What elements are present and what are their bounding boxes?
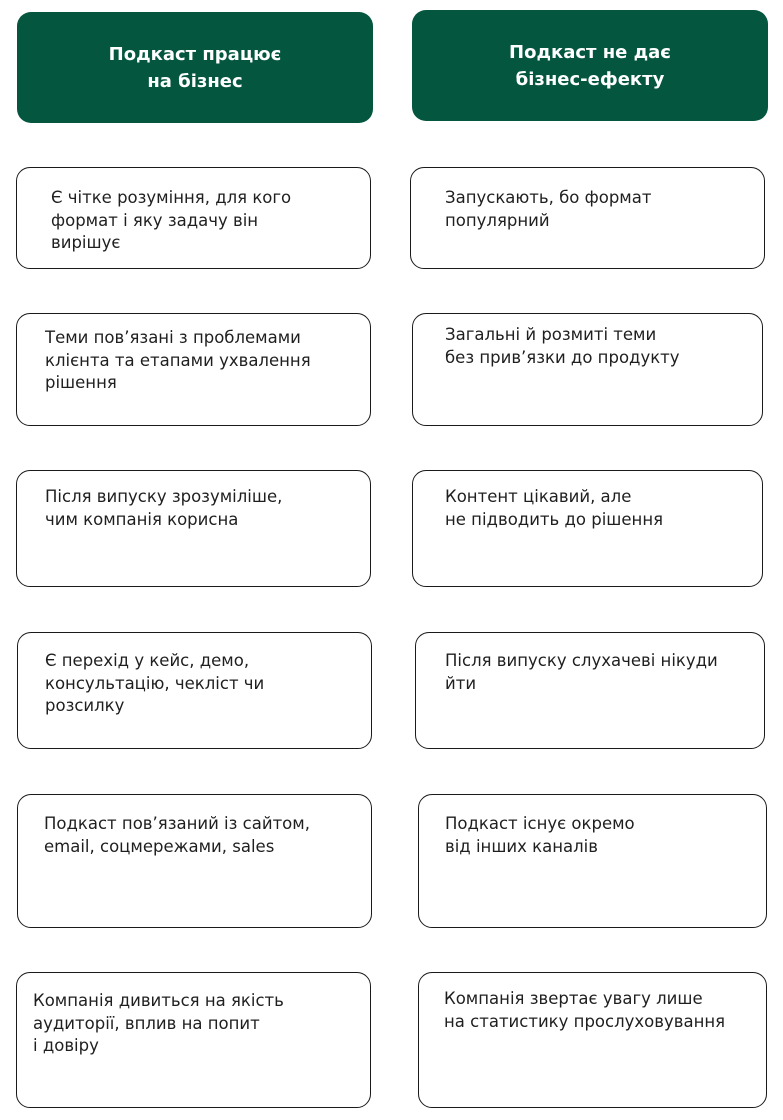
right-card-4 [415, 632, 765, 749]
left-card-1-text: Є чітке розуміння, для кого формат і яку задачу він вирішує [51, 188, 292, 252]
right-card-6-text: Компанія звертає увагу лише на статистику прослуховування [444, 989, 726, 1031]
right-card-2 [412, 313, 763, 426]
left-card-5 [17, 794, 372, 928]
left-card-6 [16, 972, 371, 1108]
left-card-4-text: Є перехід у кейс, демо, консультацію, чекліст чи розсилку [45, 651, 265, 715]
left-card-3 [16, 470, 371, 587]
header-no-effect-title: Подкаст не дає бізнес-ефекту [509, 41, 671, 90]
right-card-6 [418, 972, 767, 1108]
right-card-2-text: Загальні й розмиті теми без прив’язки до продукту [445, 325, 680, 367]
left-card-5-text: Подкаст пов’язаний із сайтом, email, соцмережами, sales [44, 814, 310, 856]
left-card-2-text: Теми пов’язані з проблемами клієнта та етапами ухвалення рішення [45, 328, 311, 392]
right-card-5 [418, 794, 767, 928]
left-card-1 [16, 167, 371, 269]
right-card-5-text: Подкаст існує окремо від інших каналів [445, 814, 635, 856]
left-card-2 [16, 313, 371, 426]
right-card-1 [410, 167, 765, 269]
header-works [17, 12, 373, 123]
right-card-3-text: Контент цікавий, але не підводить до рішення [445, 487, 664, 529]
left-card-3-text: Після випуску зрозуміліше, чим компанія корисна [45, 487, 283, 529]
left-card-4 [17, 632, 372, 749]
header-no-effect [412, 10, 768, 121]
right-card-4-text: Після випуску слухачеві нікуди йти [445, 651, 718, 693]
right-card-3 [412, 470, 763, 587]
left-card-6-text: Компанія дивиться на якість аудиторії, вплив на попит і довіру [33, 991, 284, 1055]
right-card-1-text: Запускають, бо формат популярний [445, 188, 652, 230]
header-works-title: Подкаст працює на бізнес [108, 43, 282, 92]
